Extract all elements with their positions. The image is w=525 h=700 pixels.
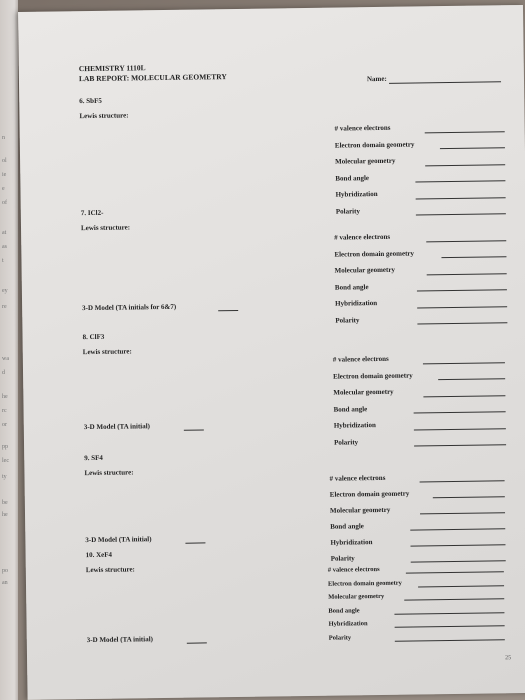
electron-domain-label: Electron domain geometry <box>333 371 413 381</box>
name-label: Name: <box>366 74 387 84</box>
model-initial-label: 3-D Model (TA initial) <box>86 635 153 645</box>
answer-line[interactable] <box>411 560 506 562</box>
molecular-geometry-label: Molecular geometry <box>334 265 396 275</box>
page-number: 25 <box>505 655 512 662</box>
initials-line[interactable] <box>184 429 204 430</box>
answer-line[interactable] <box>414 428 506 430</box>
lewis-structure-label: Lewis structure: <box>79 111 129 121</box>
margin-fragment: at <box>2 230 7 236</box>
problem-7-title: 7. ICl2- <box>80 208 104 218</box>
bond-angle-label: Bond angle <box>334 282 369 292</box>
hybridization-label: Hybridization <box>330 538 373 547</box>
answer-line[interactable] <box>406 571 504 573</box>
margin-fragment: re <box>2 304 7 310</box>
margin-fragment: as <box>2 244 7 250</box>
answer-line[interactable] <box>425 164 505 166</box>
polarity-label: Polarity <box>330 554 355 563</box>
answer-line[interactable] <box>427 273 507 275</box>
hybridization-label: Hybridization <box>335 299 378 308</box>
answer-line[interactable] <box>423 362 505 364</box>
problem-9-fields <box>329 470 410 567</box>
initials-line[interactable] <box>185 542 205 543</box>
bond-angle-label: Bond angle <box>328 606 360 615</box>
valence-electrons-label: # valence electrons <box>334 123 391 133</box>
answer-line[interactable] <box>417 289 507 291</box>
answer-line[interactable] <box>410 544 505 546</box>
problem-7-fields <box>334 228 415 328</box>
problem-6-fields <box>335 119 416 219</box>
problem-8-title: 8. ClF3 <box>82 332 105 342</box>
margin-fragment: ey <box>2 288 8 294</box>
answer-line[interactable] <box>415 180 505 182</box>
margin-fragment: he <box>2 512 8 518</box>
answer-line[interactable] <box>438 378 505 380</box>
problem-9-title: 9. SF4 <box>84 453 103 463</box>
answer-line[interactable] <box>410 528 505 530</box>
answer-line[interactable] <box>416 213 506 215</box>
margin-fragment: e <box>2 186 5 192</box>
molecular-geometry-label: Molecular geometry <box>335 156 396 166</box>
margin-fragment: wa <box>2 356 9 362</box>
bond-angle-label: Bond angle <box>333 404 368 414</box>
valence-electrons-label: # valence electrons <box>329 473 386 483</box>
bond-angle-label: Bond angle <box>335 173 370 183</box>
answer-line[interactable] <box>433 496 505 498</box>
hybridization-label: Hybridization <box>333 421 376 430</box>
lewis-structure-label: Lewis structure: <box>80 223 131 233</box>
valence-electrons-label: # valence electrons <box>332 354 389 364</box>
answer-line[interactable] <box>395 639 505 642</box>
worksheet-page <box>18 5 525 700</box>
margin-fragment: an <box>2 580 8 586</box>
polarity-label: Polarity <box>335 315 360 325</box>
answer-line[interactable] <box>423 395 505 397</box>
hybridization-label: Hybridization <box>328 620 368 628</box>
lewis-structure-label: Lewis structure: <box>85 565 135 575</box>
bond-angle-label: Bond angle <box>330 522 364 531</box>
lewis-structure-label: Lewis structure: <box>82 347 132 357</box>
initials-line[interactable] <box>218 310 238 311</box>
answer-line[interactable] <box>440 147 505 149</box>
answer-line[interactable] <box>416 197 506 199</box>
margin-fragment: be <box>2 500 8 506</box>
answer-line[interactable] <box>404 598 504 600</box>
polarity-label: Polarity <box>335 206 360 216</box>
electron-domain-label: Electron domain geometry <box>329 489 410 499</box>
margin-fragment: t <box>2 258 4 264</box>
answer-line[interactable] <box>394 612 504 615</box>
lewis-structure-label: Lewis structure: <box>84 468 134 478</box>
answer-line[interactable] <box>425 131 505 133</box>
margin-fragment: rc <box>2 408 7 414</box>
margin-fragment: he <box>2 394 8 400</box>
margin-fragment: ty <box>2 474 7 480</box>
margin-fragment: po <box>2 568 8 574</box>
problem-10-title: 10. XeF4 <box>85 550 113 560</box>
molecular-geometry-label: Molecular geometry <box>328 592 385 601</box>
electron-domain-label: Electron domain geometry <box>334 139 415 150</box>
margin-fragment: n <box>2 135 5 141</box>
answer-line[interactable] <box>395 625 505 628</box>
answer-line[interactable] <box>414 411 506 413</box>
margin-fragment: d <box>2 370 5 376</box>
answer-line[interactable] <box>441 256 506 258</box>
electron-domain-label: Electron domain geometry <box>327 579 402 588</box>
problem-10-fields <box>328 563 403 645</box>
answer-line[interactable] <box>426 240 506 242</box>
course-title: CHEMISTRY 1110L <box>78 63 146 74</box>
answer-line[interactable] <box>418 585 504 587</box>
answer-line[interactable] <box>414 444 506 446</box>
report-title: LAB REPORT: MOLECULAR GEOMETRY <box>78 72 227 84</box>
valence-electrons-label: # valence electrons <box>334 232 391 242</box>
margin-fragment: ie <box>2 172 7 178</box>
adjacent-page-edge <box>0 0 18 700</box>
margin-fragment: ol <box>2 158 7 164</box>
margin-fragment: lec <box>2 458 9 464</box>
initials-line[interactable] <box>187 642 207 643</box>
answer-line[interactable] <box>420 480 505 482</box>
answer-line[interactable] <box>417 322 507 324</box>
model-initial-label: 3-D Model (TA initial) <box>83 422 151 432</box>
name-line[interactable] <box>389 81 501 84</box>
margin-fragment: pp <box>2 444 8 450</box>
problem-6-title: 6. SbF5 <box>79 96 102 106</box>
polarity-label: Polarity <box>328 633 352 642</box>
margin-fragment: or <box>2 422 7 428</box>
hybridization-label: Hybridization <box>335 189 378 199</box>
answer-line[interactable] <box>420 512 505 514</box>
electron-domain-label: Electron domain geometry <box>334 248 415 259</box>
answer-line[interactable] <box>417 306 507 308</box>
problem-8-fields <box>333 351 414 451</box>
valence-electrons-label: # valence electrons <box>327 566 380 574</box>
polarity-label: Polarity <box>333 437 359 447</box>
molecular-geometry-label: Molecular geometry <box>333 387 394 397</box>
margin-fragment: of <box>2 200 7 206</box>
model-initial-label: 3-D Model (TA initial) <box>85 535 152 545</box>
model-initials-label: 3-D Model (TA initials for 6&7) <box>82 302 177 313</box>
molecular-geometry-label: Molecular geometry <box>329 505 391 515</box>
